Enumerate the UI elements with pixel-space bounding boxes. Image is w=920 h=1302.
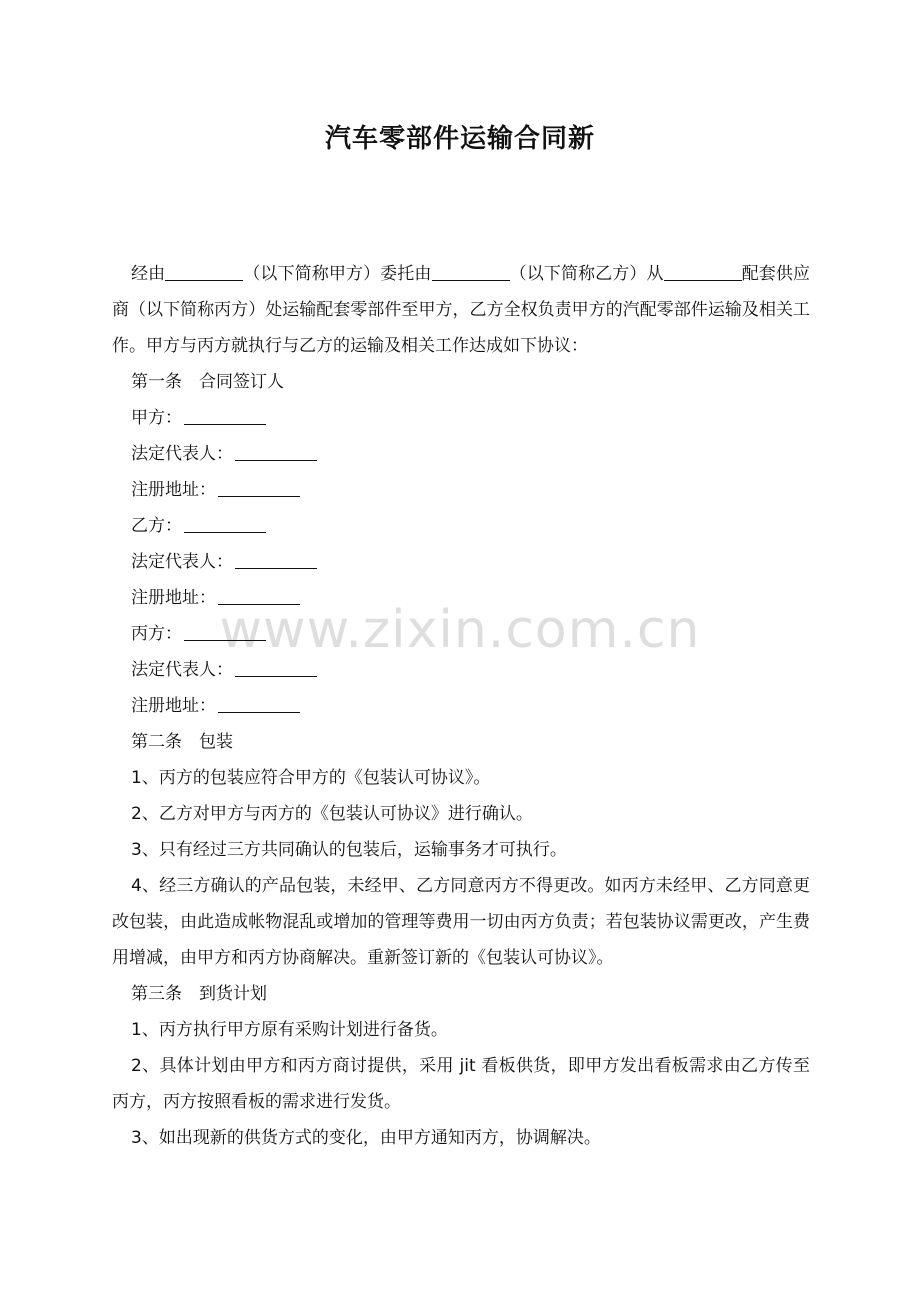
blank-line	[218, 692, 300, 713]
article1-heading: 第一条 合同签订人	[131, 372, 284, 392]
blank-line	[235, 440, 317, 461]
blank-line	[432, 260, 510, 281]
blank-line	[218, 476, 300, 497]
party-b-addr-label: 注册地址：	[131, 588, 216, 608]
article2-item: 4、经三方确认的产品包装，未经甲、乙方同意丙方不得更改。如丙方未经甲、乙方同意更改包装，由此造成帐物混乱或增加的管理等费用一切由丙方负责；若包装协议需更改，产生费用增减，由甲方和丙方协商解决。重新签订新的《包装认可协议》。	[112, 876, 810, 968]
party-b-addr-line	[112, 580, 810, 616]
article3-item: 1、丙方执行甲方原有采购计划进行备货。	[131, 1020, 448, 1040]
party-a-rep-label: 法定代表人：	[131, 444, 233, 464]
article3-item: 3、如出现新的供货方式的变化，由甲方通知丙方，协调解决。	[131, 1128, 601, 1148]
party-a-addr-label: 注册地址：	[131, 480, 216, 500]
party-b-rep-line	[112, 544, 810, 580]
blank-line	[165, 260, 243, 281]
intro-text-1: 经由	[131, 264, 166, 284]
article3-item: 2、具体计划由甲方和丙方商讨提供，采用 jit 看板供货，即甲方发出看板需求由乙方传至丙方，丙方按照看板的需求进行发货。	[112, 1056, 810, 1112]
document-title: 汽车零部件运输合同新	[324, 124, 595, 154]
party-a-rep-line	[112, 436, 810, 472]
blank-line	[235, 548, 317, 569]
party-c-addr-line	[112, 688, 810, 724]
article2-item: 2、乙方对甲方与丙方的《包装认可协议》进行确认。	[131, 804, 533, 824]
blank-line	[184, 620, 266, 641]
party-b-line	[112, 508, 810, 544]
blank-line	[218, 584, 300, 605]
party-a-addr-line	[112, 472, 810, 508]
blank-line	[235, 656, 317, 677]
party-c-line	[112, 616, 810, 652]
intro-text-2: （以下简称甲方）委托由	[243, 264, 432, 284]
party-c-rep-label: 法定代表人：	[131, 660, 233, 680]
party-c-addr-label: 注册地址：	[131, 696, 216, 716]
blank-line	[184, 404, 266, 425]
contract-body	[112, 256, 810, 1156]
intro-text-3: （以下简称乙方）从	[509, 264, 664, 284]
blank-line	[664, 260, 742, 281]
watermark: www.zixin.com.cn	[219, 600, 701, 660]
party-c-rep-line	[112, 652, 810, 688]
blank-line	[184, 512, 266, 533]
party-a-line	[112, 400, 810, 436]
article2-heading: 第二条 包装	[131, 732, 233, 752]
party-c-label: 丙方：	[131, 624, 182, 644]
article2-item: 3、只有经过三方共同确认的包装后，运输事务才可执行。	[131, 840, 567, 860]
party-b-label: 乙方：	[131, 516, 182, 536]
party-b-rep-label: 法定代表人：	[131, 552, 233, 572]
intro-paragraph	[112, 256, 810, 364]
intro-text-4: 配套供应商（以下简称丙方）处运输配套零部件至甲方，乙方全权负责甲方的汽配零部件运输及相关工作。甲方与丙方就执行与乙方的运输及相关工作达成如下协议：	[112, 264, 811, 356]
party-a-label: 甲方：	[131, 408, 182, 428]
article3-heading: 第三条 到货计划	[131, 984, 267, 1004]
article2-item: 1、丙方的包装应符合甲方的《包装认可协议》。	[131, 768, 491, 788]
